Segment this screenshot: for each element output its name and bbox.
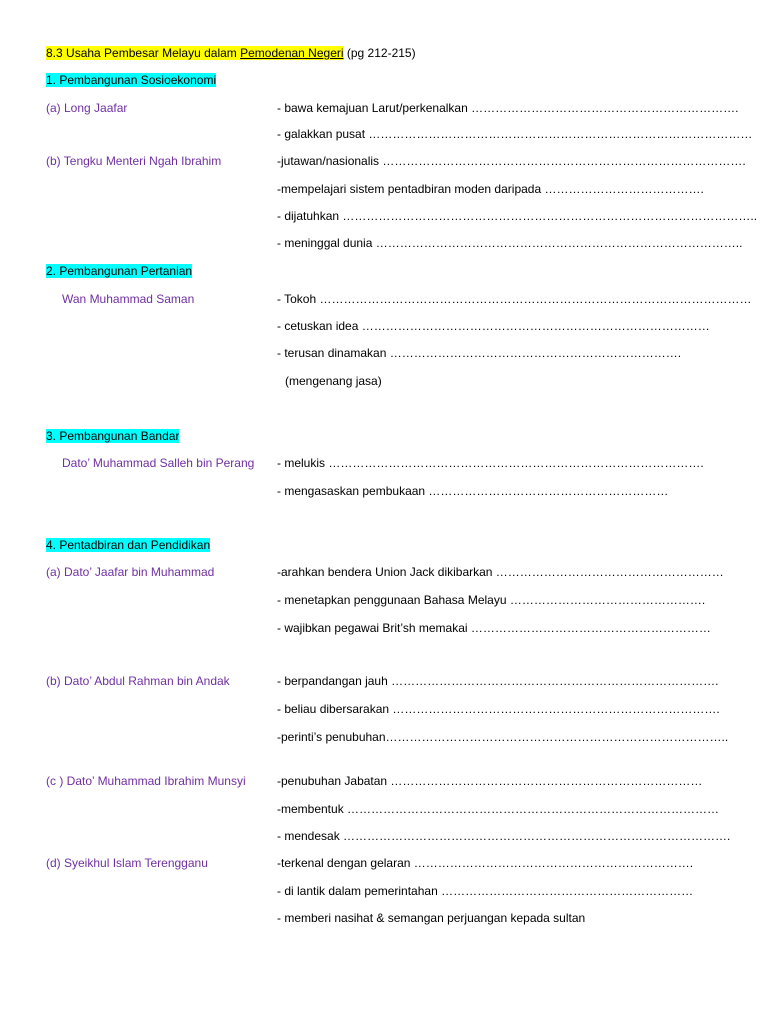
- person-name: Wan Muhammad Saman: [62, 292, 195, 306]
- point-text: - memberi nasihat & semangan perjuangan kepada sultan: [277, 911, 586, 925]
- point-note: (mengenang jasa): [285, 374, 382, 388]
- point-text: - di lantik dalam pemerintahan ………………………………………………………: [277, 884, 694, 898]
- person-name: (a) Long Jaafar: [46, 101, 128, 115]
- person-name: (d) Syeikhul Islam Terengganu: [46, 856, 208, 870]
- point-text: - cetuskan idea ……………………………………………………………………………: [277, 319, 710, 333]
- point-text: -perinti’s penubuhan…………………………………………………………………………..: [277, 730, 729, 744]
- point-text: - bawa kemajuan Larut/perkenalkan ………………………………………………………….: [277, 101, 739, 115]
- point-text: - melukis ………………………………………………………………………………….: [277, 456, 704, 470]
- page-title: [46, 45, 416, 61]
- point-text: -membentuk …………………………………………………………………………………: [277, 802, 720, 816]
- person-name: (b) Tengku Menteri Ngah Ibrahim: [46, 154, 222, 168]
- title-pages: (pg 212-215): [346, 46, 416, 60]
- point-text: - beliau dibersarakan ……………………………………………………………………….: [277, 702, 720, 716]
- section-heading-4: 4. Pentadbiran dan Pendidikan: [46, 538, 211, 552]
- point-text: -penubuhan Jabatan ……………………………………………………………………: [277, 774, 703, 788]
- point-text: - berpandangan jauh ……………………………………………………………………….: [277, 674, 719, 688]
- point-text: - mengasaskan pembukaan ……………………………………………………: [277, 484, 669, 498]
- section-heading-1: 1. Pembangunan Sosioekonomi: [46, 73, 217, 87]
- point-text: - menetapkan penggunaan Bahasa Melayu ………………………………………….: [277, 593, 706, 607]
- section-heading-3: 3. Pembangunan Bandar: [46, 429, 180, 443]
- point-text: -jutawan/nasionalis ……………………………………………………………………………….: [277, 154, 746, 168]
- person-name: (c ) Dato’ Muhammad Ibrahim Munsyi: [46, 774, 246, 788]
- point-text: -terkenal dengan gelaran …………………………………………………………….: [277, 856, 694, 870]
- point-text: - meninggal dunia ………………………………………………………………………………..: [277, 236, 743, 250]
- point-text: - wajibkan pegawai Brit’sh memakai ……………………………………………………: [277, 621, 711, 635]
- title-number: 8.3: [46, 46, 63, 60]
- title-underlined-text: Pemodenan Negeri: [240, 46, 344, 60]
- point-text: - dijatuhkan …………………………………………………………………………………………..: [277, 209, 758, 223]
- point-text: -arahkan bendera Union Jack dikibarkan …………………………………………………: [277, 565, 724, 579]
- point-text: - terusan dinamakan ……………………………………………………………….: [277, 346, 682, 360]
- person-name: (b) Dato’ Abdul Rahman bin Andak: [46, 674, 230, 688]
- point-text: - Tokoh ………………………………………………………………………………………………: [277, 292, 752, 306]
- person-name: Dato’ Muhammad Salleh bin Perang: [62, 456, 255, 470]
- person-name: (a) Dato’ Jaafar bin Muhammad: [46, 565, 215, 579]
- point-text: - mendesak …………………………………………………………………………………….: [277, 829, 731, 843]
- point-text: -mempelajari sistem pentadbiran moden daripada ………………………………….: [277, 182, 704, 196]
- section-heading-2: 2. Pembangunan Pertanian: [46, 264, 193, 278]
- title-text: Usaha Pembesar Melayu dalam: [66, 46, 237, 60]
- point-text: - galakkan pusat ……………………………………………………………………………………: [277, 127, 753, 141]
